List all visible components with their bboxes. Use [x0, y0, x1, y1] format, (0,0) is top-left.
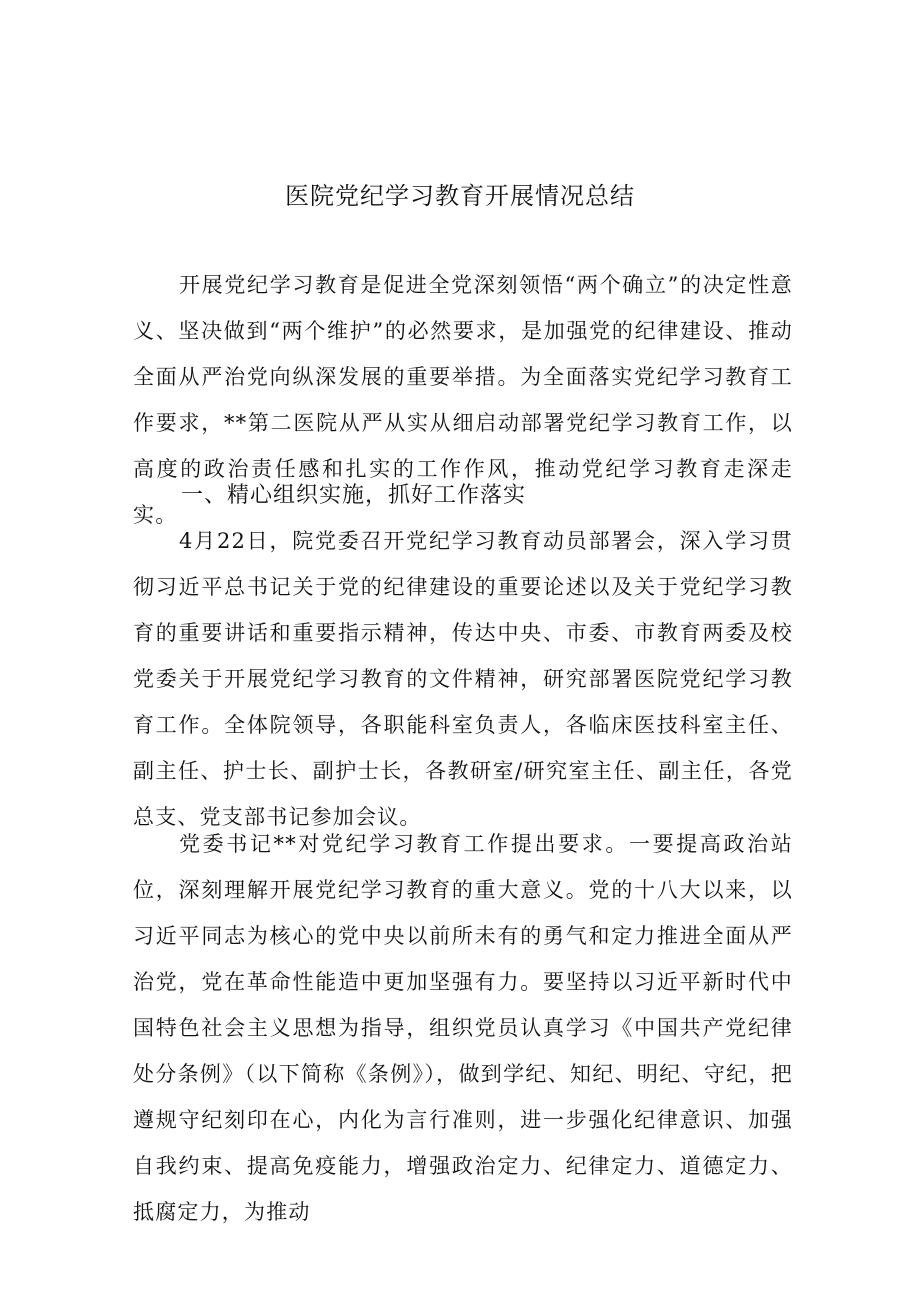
- meeting-paragraph: 4月22日，院党委召开党纪学习教育动员部署会，深入学习贯彻习近平总书记关于党的纪律建设的重要论述以及关于党纪学习教育的重要讲话和重要指示精神，传达中央、市委、市教育两委及校党委关于开展党纪学习教育的文件精神，研究部署医院党纪学习教育工作。全体院领导，各职能科室负责人，各临床医技科室主任、副主任、护士长、副护士长，各教研室/研究室主任、副主任，各党总支、党支部书记参加会议。: [133, 529, 793, 829]
- document-title: 医院党纪学习教育开展情况总结: [285, 182, 635, 210]
- requirements-paragraph: 党委书记**对党纪学习教育工作提出要求。一要提高政治站位，深刻理解开展党纪学习教育的重大意义。党的十八大以来，以习近平同志为核心的党中央以前所未有的勇气和定力推进全面从严治党，党在革命性能造中更加坚强有力。要坚持以习近平新时代中国特色社会主义思想为指导，组织党员认真学习《中国共产党纪律处分条例》（以下简称《条例》），做到学纪、知纪、明纪、守纪，把遵规守纪刻印在心，内化为言行准则，进一步强化纪律意识、加强自我约束、提高免疫能力，增强政治定力、纪律定力、道德定力、抵腐定力，为推动: [133, 832, 793, 1224]
- section-heading: 一、精心组织实施，抓好工作落实: [181, 483, 527, 508]
- intro-paragraph: 开展党纪学习教育是促进全党深刻领悟“两个确立”的决定性意义、坚决做到“两个维护”的必然要求，是加强党的纪律建设、推动全面从严治党向纵深发展的重要举措。为全面落实党纪学习教育工作要求，**第二医院从严从实从细启动部署党纪学习教育工作，以高度的政治责任感和扎实的工作作风，推动党纪学习教育走深走实。: [133, 273, 793, 527]
